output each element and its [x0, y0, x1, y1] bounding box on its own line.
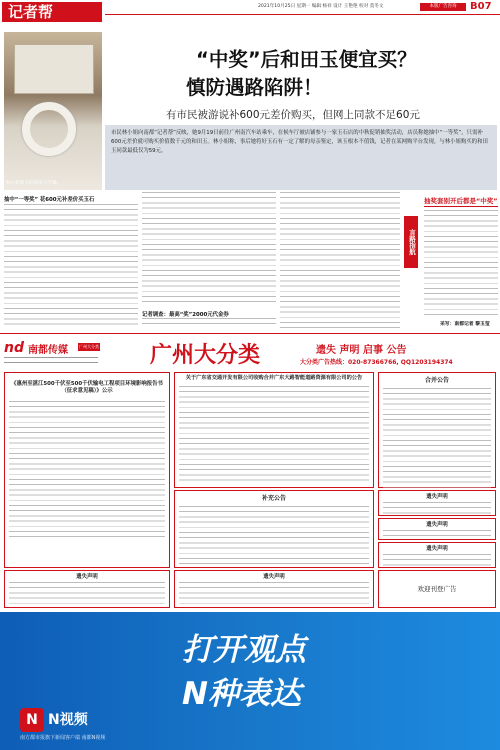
section-head-2: 记者调查：最高“奖”2000元代金券: [142, 312, 229, 318]
tag-announcement: 公告: [386, 345, 407, 356]
lost-notice-5: [174, 570, 374, 608]
lost-notice-title: 遗失声明: [426, 522, 448, 528]
lost-notice-1: [378, 490, 496, 516]
headline-line2: 慎防遇路陷阱！: [186, 76, 323, 99]
subheadline: 有市民被游说补600元差价购买，但网上同款不足60元: [166, 109, 420, 121]
tag-lost: 遗失: [316, 345, 336, 356]
feature-photo: [4, 32, 102, 190]
classified-box-acquisition: [174, 372, 374, 488]
lost-notice-title: 遗失声明: [76, 574, 98, 580]
body-column-2: [142, 192, 276, 306]
body-column-3: [280, 192, 400, 328]
classified-title: 合并公告: [424, 377, 449, 384]
lost-notice-body: [383, 554, 491, 568]
classified-box-eia: [4, 372, 170, 568]
jade-bracelet: [22, 102, 76, 156]
column-body: [424, 210, 498, 318]
banner-line1: 打开观点: [182, 632, 306, 668]
classified-body: [383, 388, 491, 488]
lost-notice-body: [9, 582, 165, 606]
bracelet-box: [14, 44, 94, 94]
header-rule: [105, 14, 500, 15]
nvideo-banner: [0, 612, 500, 750]
logo-mark: nd: [4, 340, 24, 356]
date-line: 2021年10月25日 星期一 编辑 杨祥 设计 王艳艳 校对 莫冬文: [258, 4, 384, 9]
section-head-1: 抽中“一等奖” 花600元补差价买玉石: [4, 197, 95, 203]
lost-notice-body: [383, 502, 491, 516]
classifieds-hotline: 大分类广告热线：020-87366766, QQ1203194374: [300, 359, 453, 366]
photo-caption: 林小姐购买的和田玉手镯。: [6, 181, 62, 186]
body-column-1: [4, 204, 138, 328]
lost-notice-title: 遗失声明: [426, 546, 448, 552]
tag-notice: 启事: [362, 345, 383, 356]
section-title: 记者帮: [2, 2, 102, 22]
column-rule: [424, 206, 498, 207]
logo-contact: [4, 357, 98, 367]
lost-notice-body: [383, 530, 491, 540]
welcome-ads: 欢迎刊登广告: [378, 570, 496, 608]
classified-box-supplement: [174, 490, 374, 568]
logo-text: 南都传媒: [28, 345, 68, 356]
lead-box: [105, 125, 497, 190]
lost-notice-2: [378, 518, 496, 540]
classified-title: 补充公告: [261, 495, 286, 502]
classified-body: [179, 506, 369, 568]
lost-notice-title: 遗失声明: [426, 494, 448, 500]
lost-notice-4: [4, 570, 170, 608]
lost-notice-title: 遗失声明: [263, 574, 285, 580]
app-name: N视频: [48, 712, 88, 728]
column-title: 抽奖套别开后都是“中奖”: [424, 197, 498, 205]
body-column-2b: [142, 318, 276, 328]
page-number: B07: [470, 1, 492, 12]
byline: 采写：南都记者 黎玉莹: [440, 322, 490, 327]
logo-sub: 广州大分类: [79, 344, 99, 349]
tag-statement: 声明: [339, 345, 360, 356]
banner-line2: N种表达: [182, 676, 301, 712]
nvideo-logo: N: [20, 708, 44, 732]
lost-notice-body: [179, 582, 369, 606]
lost-notice-3: [378, 542, 496, 568]
classifieds-logo: [4, 340, 100, 368]
classified-body: [9, 401, 165, 541]
classified-title: 《惠州至湛江500千伏至500千伏输电工程项目环境影响报告书（征求意见稿）》公示: [11, 381, 163, 394]
ad-tag: 本版广告咨询: [420, 3, 466, 11]
lead-text: 市民林小姐向南都“记者帮”反映，她9月19日前往广州南汽车站乘车，在候车厅被店铺参与一家玉石店的中秋促销抽奖活动，店员称她抽中“一等奖”，只需补600元差价就可购买价值数千元的和田玉。林小姐称，事后她将好玉石有一定了解的母亲鉴定，该玉根本不值钱，记者在某网购平台发现，与林小姐购买的和田玉同款最低仅为59元。: [111, 130, 488, 154]
headline-line1: “中奖”后和田玉便宜买？: [196, 48, 417, 71]
classifieds-tags: [316, 341, 406, 356]
classifieds-divider: [0, 333, 500, 334]
classifieds-title: 广州大分类: [150, 343, 261, 368]
page-header: [0, 0, 500, 22]
classified-box-merger: [378, 372, 496, 488]
classified-title: 关于广东省交通开发有限公司收购合并广东大路智能道路资源有限公司的公告: [185, 375, 363, 381]
classified-body: [179, 386, 369, 482]
side-tag: 言路指航: [404, 216, 418, 268]
banner-footer: 南方都市报旗下新闻客户端 南都N视频: [20, 735, 106, 741]
